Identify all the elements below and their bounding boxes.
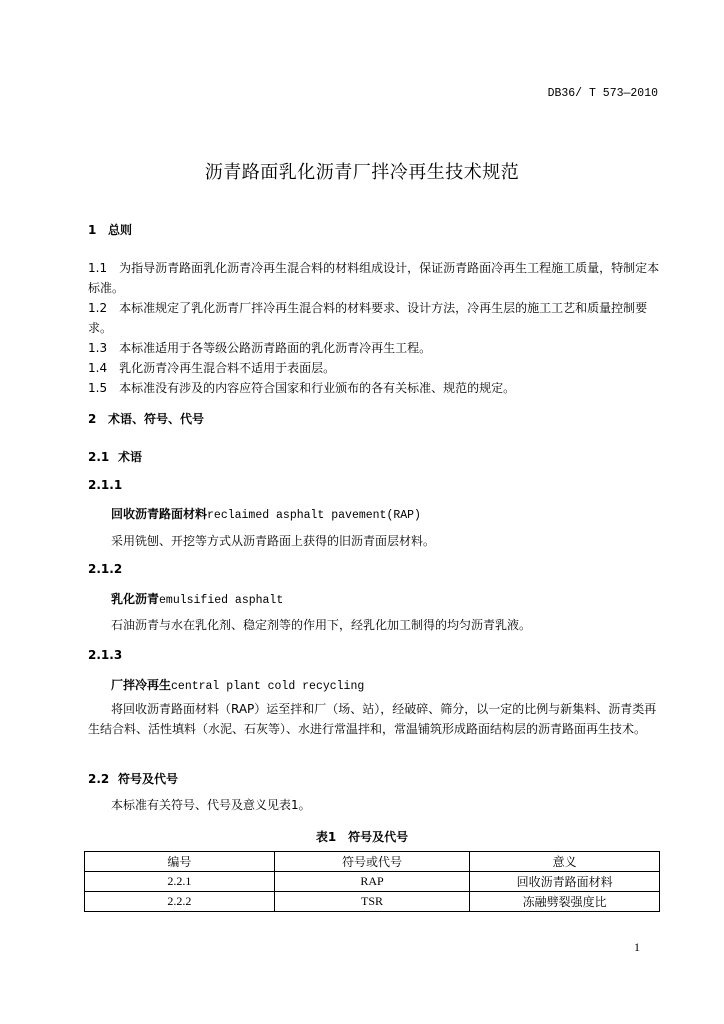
term-2-1-1-number: 2.1.1	[88, 478, 123, 492]
section-title: 术语、符号、代号	[108, 412, 205, 426]
term-2-1-1-name: 回收沥青路面材料reclaimed asphalt pavement(RAP)	[111, 507, 421, 522]
symbols-table	[84, 851, 660, 912]
subsection-2-1-heading: 2.1 术语	[88, 450, 143, 464]
clause-1-1: 1.1 为指导沥青路面乳化沥青冷再生混合料的材料组成设计，保证沥青路面冷再生工程施工质量，特制定本标准。	[88, 261, 660, 295]
table-cell: 2.2.2	[85, 892, 275, 912]
clause-1-4: 1.4 乳化沥青冷再生混合料不适用于表面层。	[88, 361, 336, 375]
term-2-1-2-name: 乳化沥青emulsified asphalt	[111, 592, 284, 607]
term-2-1-3-name: 厂拌冷再生central plant cold recycling	[111, 678, 365, 693]
term-2-1-2-definition: 石油沥青与水在乳化剂、稳定剂等的作用下，经乳化加工制得的均匀沥青乳液。	[111, 618, 532, 632]
page-number: 1	[634, 940, 640, 954]
standard-code: DB36/ T 573—2010	[547, 87, 658, 100]
table-cell: 2.2.1	[85, 872, 275, 892]
table-cell: RAP	[274, 872, 470, 892]
table-header-row	[85, 852, 660, 872]
section-number: 1	[88, 223, 97, 237]
table-row	[85, 872, 660, 892]
table-header-cell: 编号	[85, 852, 275, 872]
document-title: 沥青路面乳化沥青厂拌冷再生技术规范	[204, 162, 520, 183]
table-row	[85, 892, 660, 912]
term-2-1-3-definition: 将回收沥青路面材料（RAP）运至拌和厂（场、站），经破碎、筛分，以一定的比例与新集料、沥青类再生结合料、活性填料（水泥、石灰等）、水进行常温拌和，常温铺筑形成路面结构层的沥青路面再生技术。	[88, 702, 657, 736]
subsection-2-2-heading: 2.2 符号及代号	[88, 772, 179, 786]
section-1-clauses	[88, 258, 660, 398]
section-1-heading	[88, 221, 132, 238]
term-2-1-2-number: 2.1.2	[88, 562, 123, 576]
table-caption: 表1 符号及代号	[315, 830, 409, 844]
clause-1-5: 1.5 本标准没有涉及的内容应符合国家和行业颁布的各有关标准、规范的规定。	[88, 381, 516, 395]
term-2-1-1-definition: 采用铣刨、开挖等方式从沥青路面上获得的旧沥青面层材料。	[111, 534, 436, 548]
table-header-cell: 意义	[470, 852, 660, 872]
subsection-2-2-intro: 本标准有关符号、代号及意义见表1。	[111, 798, 311, 812]
table-cell: 冻融劈裂强度比	[470, 892, 660, 912]
clause-1-2: 1.2 本标准规定了乳化沥青厂拌冷再生混合料的材料要求、设计方法，冷再生层的施工工艺和质量控制要求。	[88, 301, 648, 335]
section-title: 总则	[108, 223, 133, 237]
section-2-heading	[88, 410, 204, 427]
table-cell: TSR	[274, 892, 470, 912]
table-header-cell: 符号或代号	[274, 852, 470, 872]
table-cell: 回收沥青路面材料	[470, 872, 660, 892]
term-2-1-3-number: 2.1.3	[88, 648, 123, 662]
clause-1-3: 1.3 本标准适用于各等级公路沥青路面的乳化沥青冷再生工程。	[88, 341, 432, 355]
section-number: 2	[88, 412, 97, 426]
